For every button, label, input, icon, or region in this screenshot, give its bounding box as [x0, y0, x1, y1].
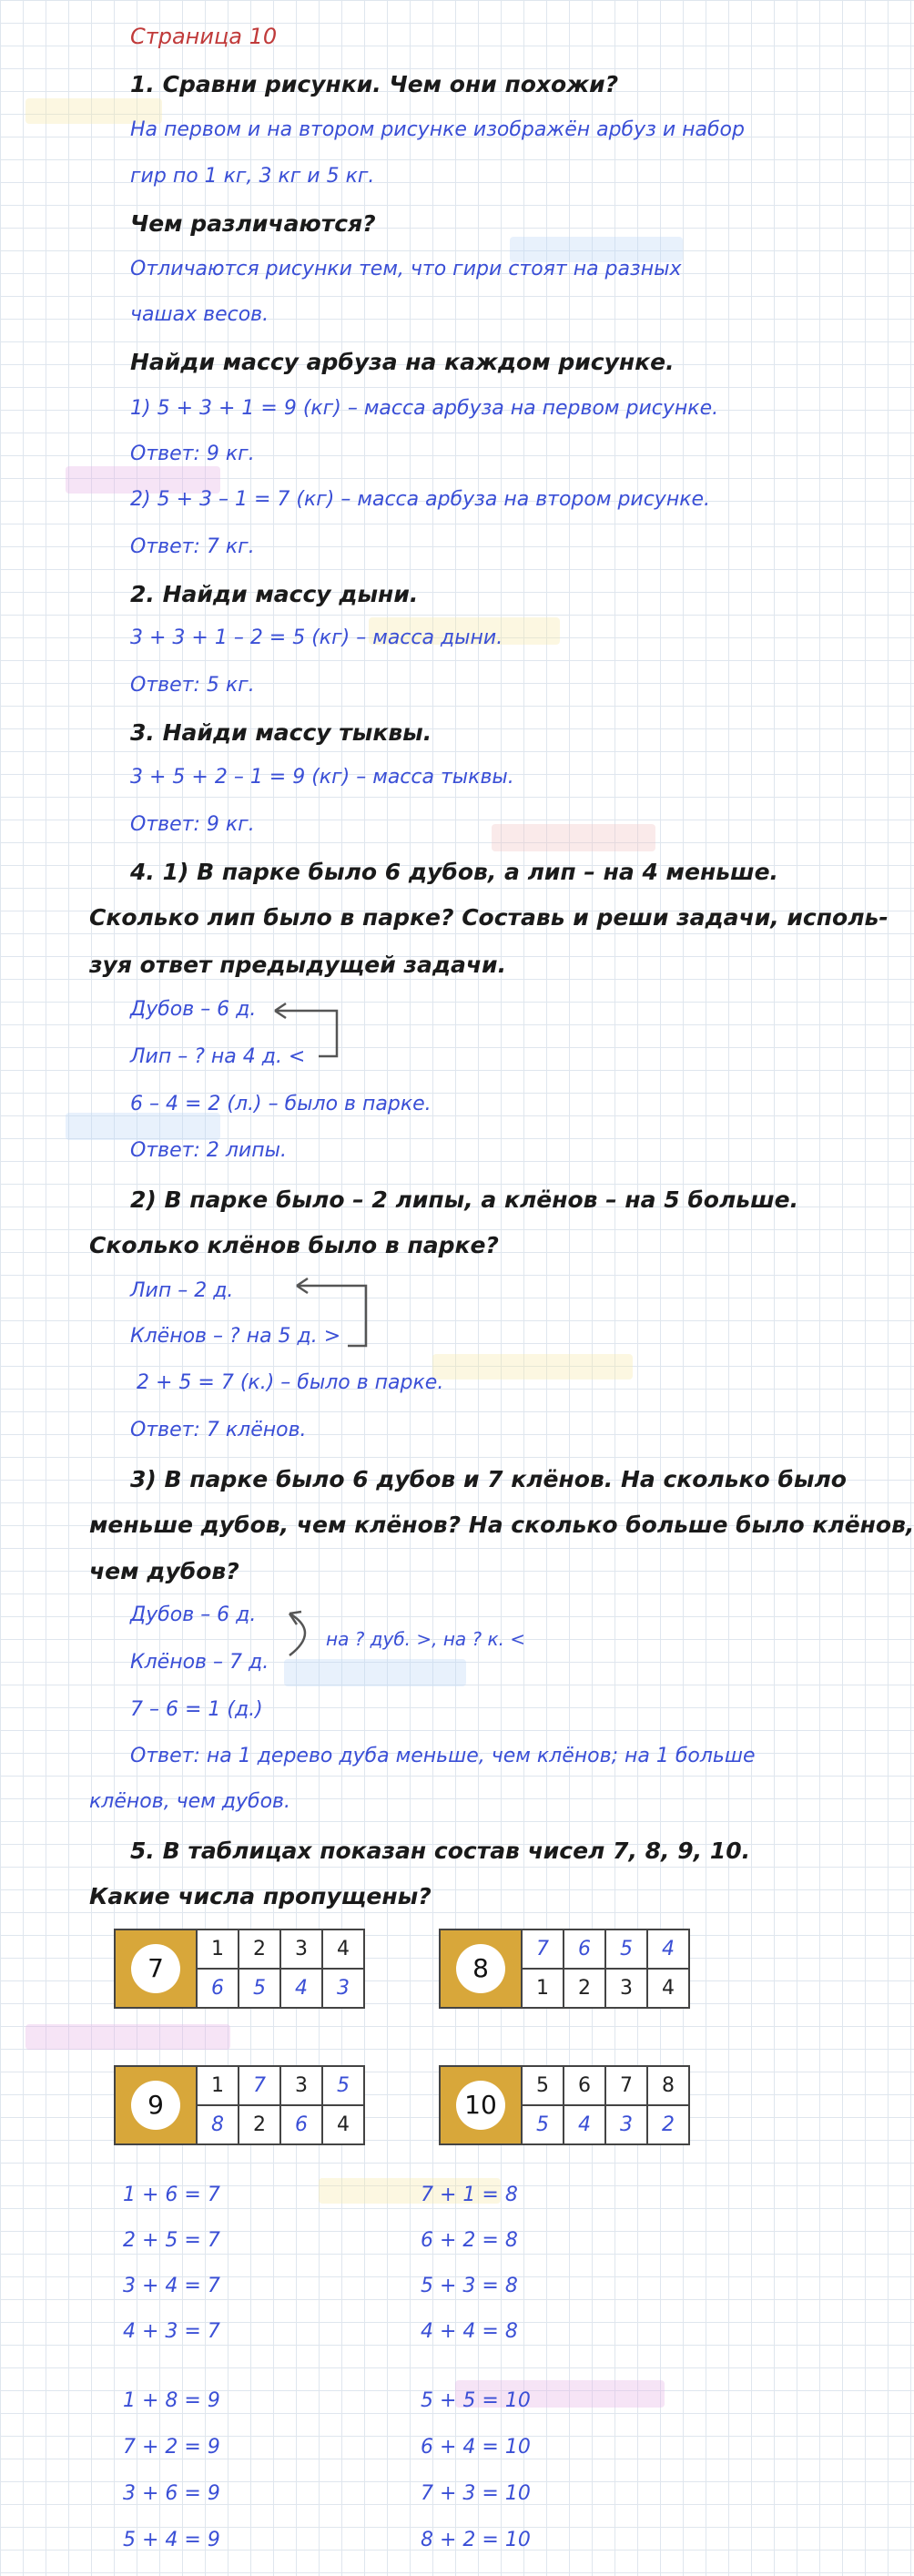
table-cell: 1	[197, 2066, 239, 2105]
equation: 5 + 5 = 10	[421, 2389, 531, 2412]
task1-question: Чем различаются?	[130, 210, 376, 237]
task4-condition: Клёнов – ? на 5 д. >	[130, 1325, 341, 1348]
equation: 1 + 8 = 9	[123, 2389, 220, 2412]
table-cell: 4	[647, 1929, 689, 1969]
table-cell: 1	[197, 1929, 239, 1969]
task4-text: меньше дубов, чем клёнов? На сколько больше было клёнов,	[89, 1512, 914, 1538]
equation: 7 + 2 = 9	[123, 2436, 220, 2459]
table-cell: 7	[522, 1929, 564, 1969]
equation: 3 + 6 = 9	[123, 2482, 220, 2505]
task4-text: Сколько клёнов было в парке?	[89, 1232, 499, 1258]
table-cell: 4	[322, 2105, 364, 2144]
task4-result: Ответ: на 1 дерево дуба меньше, чем клёнов; на 1 больше	[130, 1745, 756, 1767]
task4-text: чем дубов?	[89, 1558, 239, 1584]
task1-question: Найди массу арбуза на каждом рисунке.	[130, 349, 675, 375]
table-cell: 5	[522, 2105, 564, 2144]
table-number: 8	[456, 1944, 505, 1993]
task1-question: 1. Сравни рисунки. Чем они похожи?	[130, 71, 619, 97]
task4-condition: Дубов – 6 д.	[130, 998, 257, 1021]
task2-solution: 3 + 3 + 1 – 2 = 5 (кг) – масса дыни.	[130, 626, 503, 649]
task1-answer-line: Отличаются рисунки тем, что гири стоят на разных	[130, 258, 682, 280]
task1-solution: 2) 5 + 3 – 1 = 7 (кг) – масса арбуза на втором рисунке.	[130, 488, 711, 511]
task4-result: клёнов, чем дубов.	[89, 1790, 291, 1813]
table-number-cell	[440, 2066, 522, 2144]
equation: 3 + 4 = 7	[123, 2275, 220, 2297]
table-cell: 4	[647, 1969, 689, 2008]
table-cell: 8	[647, 2066, 689, 2105]
equation: 7 + 3 = 10	[421, 2482, 531, 2505]
table-cell: 2	[239, 1929, 280, 1969]
table-number: 7	[131, 1944, 180, 1993]
table-cell: 4	[322, 1929, 364, 1969]
task1-answer-line: гир по 1 кг, 3 кг и 5 кг.	[130, 165, 375, 188]
table-cell: 3	[605, 1969, 647, 2008]
table-number: 9	[131, 2081, 180, 2130]
table-number-cell	[115, 2066, 197, 2144]
number-composition-table	[114, 2065, 365, 2145]
table-cell: 5	[322, 2066, 364, 2105]
page-header: Страница 10	[130, 24, 278, 49]
equation: 2 + 5 = 7	[123, 2229, 220, 2252]
table-cell: 6	[280, 2105, 322, 2144]
table-cell: 3	[280, 2066, 322, 2105]
table-cell: 7	[239, 2066, 280, 2105]
task4-result: Ответ: 7 клёнов.	[130, 1419, 307, 1441]
table-number: 10	[456, 2081, 505, 2130]
equation: 4 + 3 = 7	[123, 2320, 220, 2343]
table-cell: 1	[522, 1969, 564, 2008]
task5-question: Какие числа пропущены?	[89, 1883, 432, 1909]
table-cell: 6	[564, 1929, 605, 1969]
table-number-cell	[115, 1929, 197, 2008]
task1-answer-line: На первом и на втором рисунке изображён арбуз и набор	[130, 118, 745, 141]
table-cell: 3	[280, 1929, 322, 1969]
equation: 8 + 2 = 10	[421, 2529, 531, 2551]
task5-question: 5. В таблицах показан состав чисел 7, 8, 9, 10.	[130, 1838, 751, 1864]
equation: 7 + 1 = 8	[421, 2184, 518, 2206]
task1-answer-line: чашах весов.	[130, 303, 269, 326]
task3-solution: 3 + 5 + 2 – 1 = 9 (кг) – масса тыквы.	[130, 766, 514, 789]
task4-condition: Лип – ? на 4 д. <	[130, 1045, 306, 1068]
task2-result: Ответ: 5 кг.	[130, 674, 255, 697]
table-number-cell	[440, 1929, 522, 2008]
task2-question: 2. Найди массу дыни.	[130, 581, 419, 607]
task4-condition: Клёнов – 7 д.	[130, 1651, 269, 1674]
table-cell: 3	[322, 1969, 364, 2008]
task4-solution: 7 – 6 = 1 (д.)	[130, 1698, 263, 1721]
task4-text: 3) В парке было 6 дубов и 7 клёнов. На сколько было	[130, 1466, 847, 1492]
curved-arrow-line	[289, 1614, 305, 1655]
table-cell: 5	[239, 1969, 280, 2008]
task1-result: Ответ: 9 кг.	[130, 443, 255, 465]
task4-brace-label: на ? дуб. >, на ? к. <	[326, 1628, 526, 1650]
table-cell: 7	[605, 2066, 647, 2105]
task4-solution: 2 + 5 = 7 (к.) – было в парке.	[137, 1371, 444, 1394]
table-cell: 6	[197, 1969, 239, 2008]
task4-text: Сколько лип было в парке? Составь и реши задачи, исполь-	[89, 904, 889, 931]
task1-result: Ответ: 7 кг.	[130, 535, 255, 558]
table-cell: 5	[605, 1929, 647, 1969]
table-cell: 3	[605, 2105, 647, 2144]
equation: 5 + 3 = 8	[421, 2275, 518, 2297]
number-composition-table	[439, 1929, 690, 2009]
task4-condition: Лип – 2 д.	[130, 1279, 234, 1302]
equation: 1 + 6 = 7	[123, 2184, 220, 2206]
number-composition-table	[114, 1929, 365, 2009]
task4-text: зуя ответ предыдущей задачи.	[89, 952, 507, 978]
table-cell: 4	[280, 1969, 322, 2008]
equation: 6 + 4 = 10	[421, 2436, 531, 2459]
table-cell: 5	[522, 2066, 564, 2105]
watermark-band	[25, 2024, 230, 2050]
table-cell: 2	[564, 1969, 605, 2008]
task4-result: Ответ: 2 липы.	[130, 1139, 287, 1162]
equation: 4 + 4 = 8	[421, 2320, 518, 2343]
table-cell: 2	[647, 2105, 689, 2144]
task4-text: 4. 1) В парке было 6 дубов, а лип – на 4 меньше.	[130, 859, 779, 885]
task4-condition: Дубов – 6 д.	[130, 1604, 257, 1626]
task3-question: 3. Найди массу тыквы.	[130, 719, 432, 746]
table-cell: 6	[564, 2066, 605, 2105]
task4-solution: 6 – 4 = 2 (л.) – было в парке.	[130, 1093, 432, 1115]
task4-text: 2) В парке было – 2 липы, а клёнов – на 5 больше.	[130, 1186, 799, 1213]
equation: 5 + 4 = 9	[123, 2529, 220, 2551]
number-composition-table	[439, 2065, 690, 2145]
task3-result: Ответ: 9 кг.	[130, 813, 255, 836]
table-cell: 4	[564, 2105, 605, 2144]
task1-solution: 1) 5 + 3 + 1 = 9 (кг) – масса арбуза на первом рисунке.	[130, 397, 719, 420]
table-cell: 8	[197, 2105, 239, 2144]
equation: 6 + 2 = 8	[421, 2229, 518, 2252]
table-cell: 2	[239, 2105, 280, 2144]
